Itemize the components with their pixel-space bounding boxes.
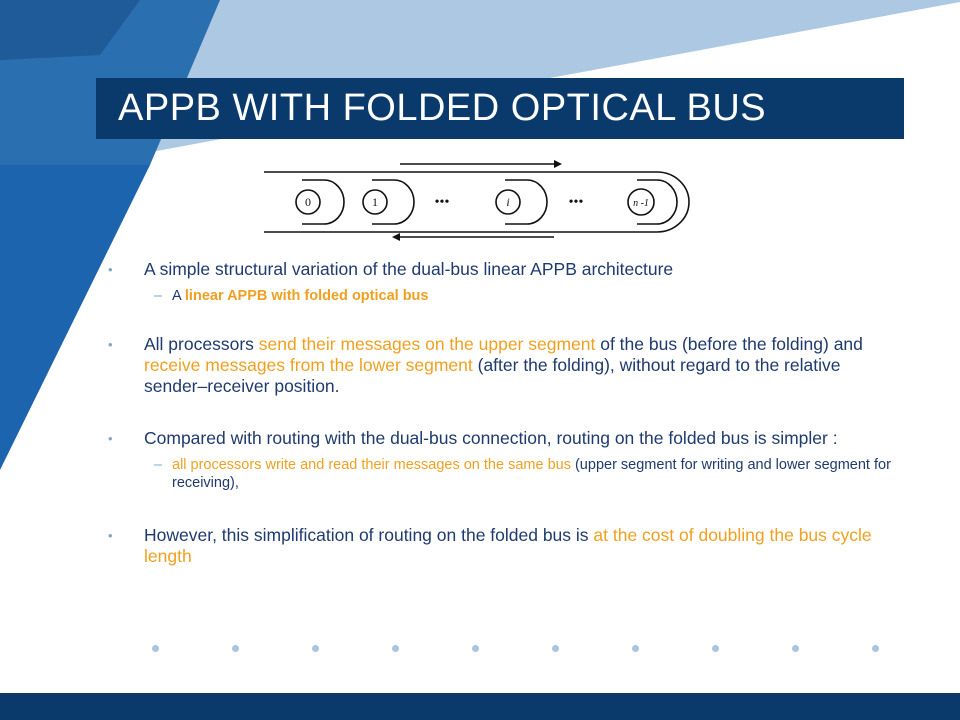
bullet-2-part1: All processors bbox=[144, 334, 259, 354]
decorative-dot bbox=[472, 645, 479, 652]
bullet-4-part1: However, this simplification of routing on the folded bus is bbox=[144, 525, 594, 545]
decorative-dot bbox=[312, 645, 319, 652]
bullet-2-highlight-2: receive messages from the lower segment bbox=[144, 355, 473, 375]
processor-1-loop bbox=[372, 180, 414, 224]
bullet-1-sub-prefix: A bbox=[172, 288, 185, 304]
decorative-dot bbox=[552, 645, 559, 652]
footer-bar bbox=[0, 693, 960, 720]
bullet-marker: • bbox=[108, 262, 113, 277]
decorative-dot bbox=[792, 645, 799, 652]
bullet-marker: • bbox=[108, 337, 113, 352]
bullet-3-sub-highlight: all processors write and read their messages on the same bus bbox=[172, 457, 571, 473]
bullet-2 bbox=[108, 334, 898, 397]
decorative-dot bbox=[392, 645, 399, 652]
bullet-1-sub-highlight: linear APPB with folded optical bus bbox=[184, 288, 429, 304]
decorative-dot bbox=[712, 645, 719, 652]
bullet-marker: • bbox=[108, 528, 113, 543]
decorative-dot bbox=[152, 645, 159, 652]
ellipsis-right: ••• bbox=[568, 195, 584, 210]
ellipsis-left: ••• bbox=[434, 195, 450, 210]
bullet-2-part2: of the bus (before the folding) and bbox=[595, 334, 863, 354]
bullet-1-sub bbox=[108, 287, 898, 305]
bullet-2-highlight-1: send their messages on the upper segment bbox=[258, 334, 596, 354]
bullet-3-text: Compared with routing with the dual-bus connection, routing on the folded bus is simpler : bbox=[144, 428, 838, 448]
bullet-2-part3: (after the folding), without regard to the relative sender–receiver position. bbox=[144, 355, 841, 396]
bullet-3-sub-rest: (upper segment for writing and lower segment for receiving), bbox=[172, 457, 891, 491]
slide-title: APPB WITH FOLDED OPTICAL BUS bbox=[118, 87, 767, 129]
bullet-1-text: A simple structural variation of the dual-bus linear APPB architecture bbox=[144, 259, 674, 279]
bullet-4 bbox=[108, 525, 898, 567]
arrow-left-head bbox=[392, 233, 400, 241]
title-bar bbox=[96, 78, 904, 139]
arrow-right-head bbox=[554, 160, 562, 168]
bullet-marker: • bbox=[108, 431, 113, 446]
decorative-dots-row bbox=[152, 645, 882, 657]
slide-content bbox=[108, 259, 898, 567]
decorative-dot bbox=[872, 645, 879, 652]
dash-marker: – bbox=[154, 457, 163, 473]
processor-i-loop bbox=[505, 180, 547, 224]
bullet-3-sub bbox=[108, 456, 898, 492]
folded-bus-diagram bbox=[262, 160, 722, 245]
decorative-dot bbox=[232, 645, 239, 652]
bullet-3 bbox=[108, 428, 898, 449]
node-label-0: 0 bbox=[305, 195, 311, 209]
decorative-dot bbox=[632, 645, 639, 652]
dash-marker: – bbox=[154, 288, 163, 304]
node-label-i: i bbox=[506, 195, 510, 209]
bullet-4-highlight: at the cost of doubling the bus cycle length bbox=[144, 525, 872, 566]
node-label-1: 1 bbox=[372, 195, 378, 209]
bullet-1 bbox=[108, 259, 898, 280]
node-label-n-minus-1: n -1 bbox=[633, 198, 649, 209]
